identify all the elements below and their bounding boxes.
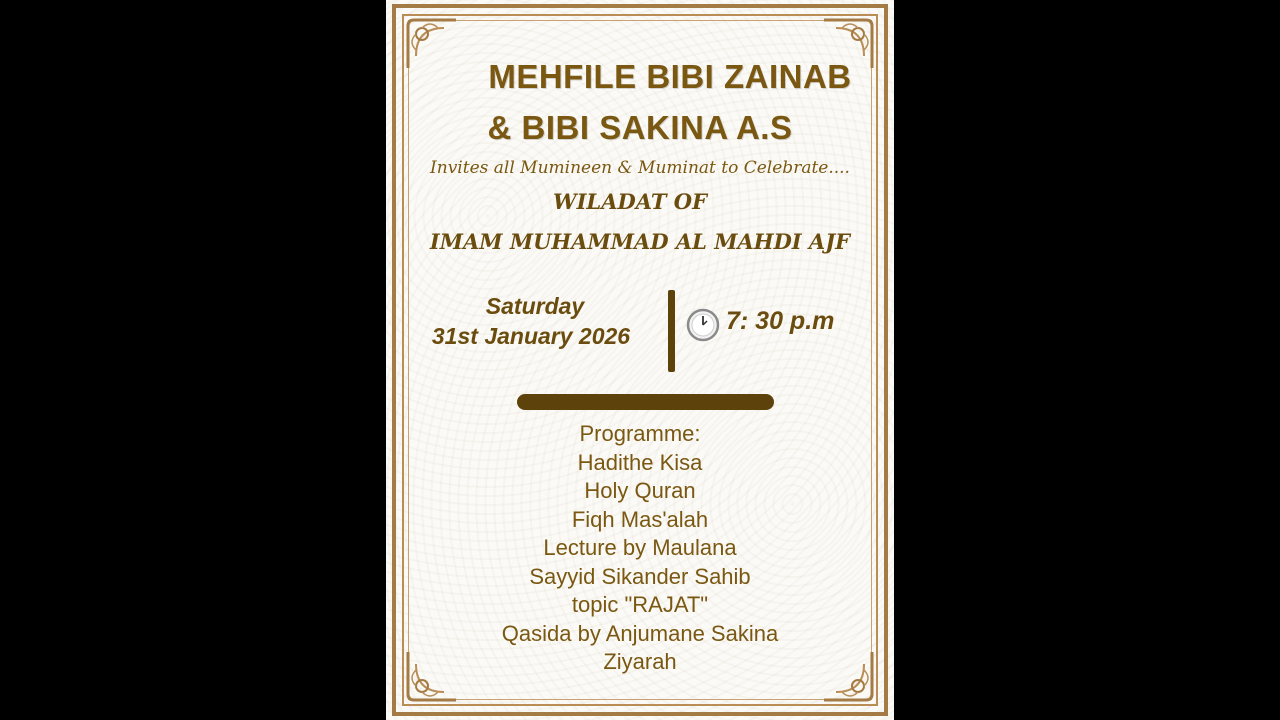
- wiladat-heading: WILADAT OF: [553, 189, 707, 214]
- programme-item: Sayyid Sikander Sahib: [529, 563, 751, 589]
- clock-icon: [686, 308, 720, 342]
- horizontal-divider: [517, 394, 774, 410]
- event-date: 31st January 2026: [431, 323, 631, 349]
- programme-item: Holy Quran: [584, 478, 696, 503]
- flyer-title-line-1: MEHFILE BIBI ZAINAB: [488, 58, 852, 95]
- vertical-divider: [668, 290, 675, 372]
- event-flyer: [386, 0, 894, 720]
- programme-item: topic "RAJAT": [571, 592, 709, 617]
- flyer-title-line-2: & BIBI SAKINA A.S: [487, 109, 793, 146]
- programme-item: Hadithe Kisa: [577, 449, 703, 475]
- invitation-text: Invites all Mumineen & Muminat to Celebrate....: [430, 158, 850, 178]
- event-time: 7: 30 p.m: [726, 307, 835, 335]
- programme-item: Fiqh Mas'alah: [571, 506, 709, 532]
- programme-item: Ziyarah: [603, 649, 677, 674]
- programme-list: [386, 420, 894, 677]
- event-day: Saturday: [485, 293, 585, 319]
- programme-heading: Programme:: [579, 421, 701, 446]
- imam-name-heading: IMAM MUHAMMAD AL MAHDI AJF: [429, 229, 851, 254]
- programme-item: Lecture by Maulana: [543, 535, 737, 560]
- programme-item: Qasida by Anjumane Sakina: [501, 620, 779, 646]
